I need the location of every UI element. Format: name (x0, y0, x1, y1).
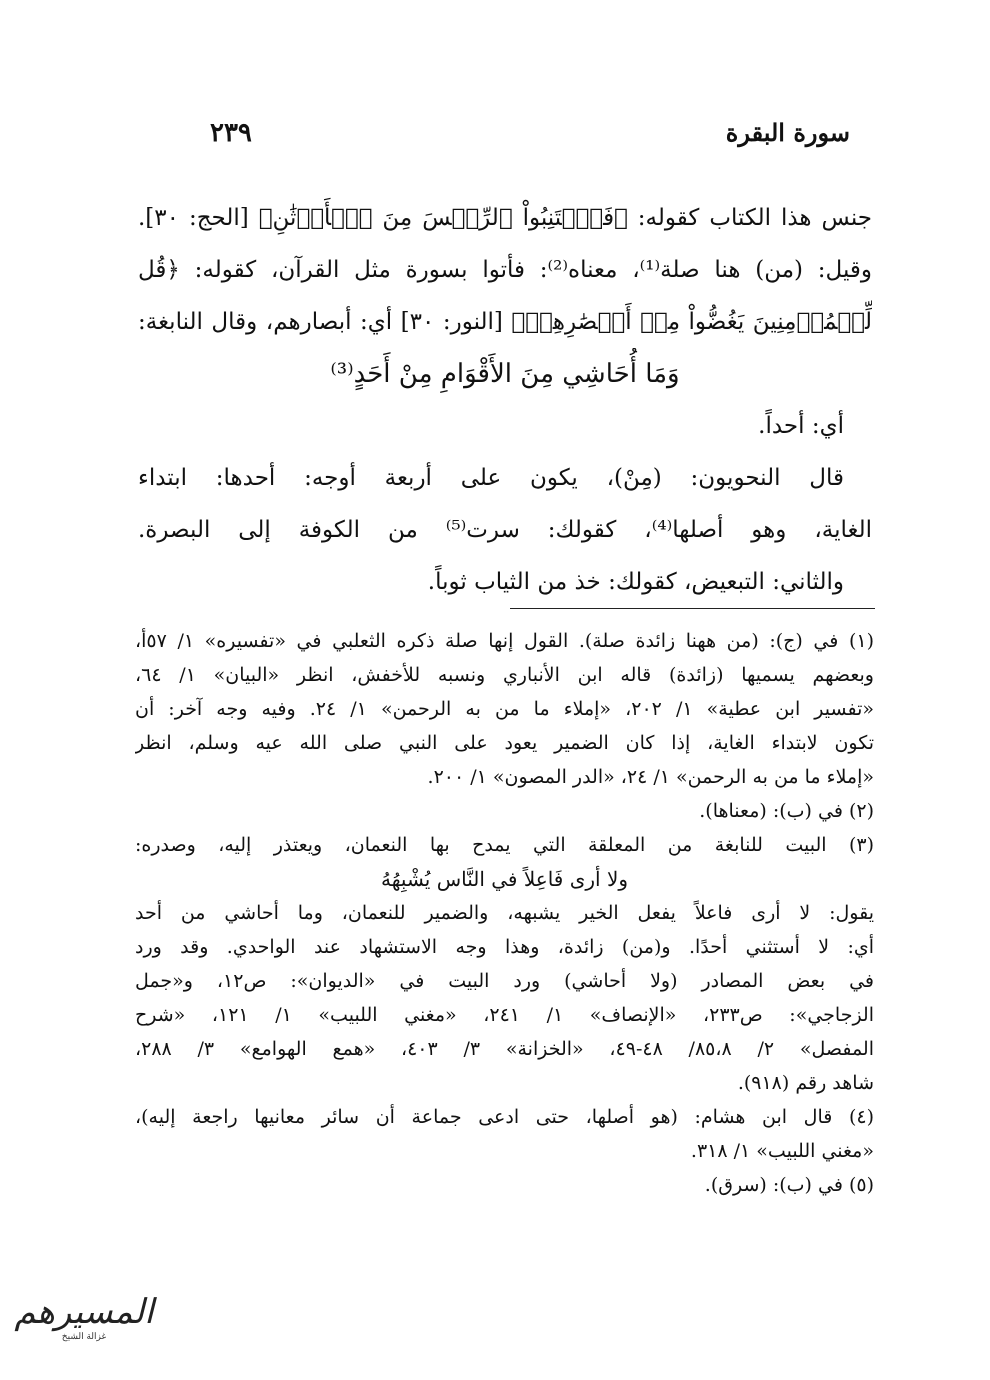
text-line: قال النحويون: (مِنْ)، يكون على أربعة أوجه: أحدها: ابتداء (138, 465, 844, 491)
footnote-line: (٣) البيت للنابغة من المعلقة التي يمدح بها النعمان، ويعتذر إليه، وصدره: (135, 834, 874, 856)
text-line: لِّلۡمُؤۡمِنِينَ يَغُضُّواْ مِنۡ أَبۡصَٰرِهِمۡ﴾ [النور: ٣٠] أي: أبصارهم، وقال النابغة: (138, 309, 872, 335)
footnote-line: أي: لا أستثني أحدًا. و(من) زائدة، وهذا وجه الاستشهاد عند الواحدي. وقد ورد (135, 936, 874, 958)
text-line: والثاني: التبعيض، كقولك: خذ من الثياب ثوباً. (427, 569, 844, 595)
logo-text: المسيرهم (14, 1292, 154, 1332)
logo-subtext: غزالة الشيخ (61, 1332, 107, 1342)
text-line: وقيل: (من) هنا صلة⁽¹⁾، معناه⁽²⁾: فأتوا بسورة مثل القرآن، كقوله: ﴿قُل (138, 257, 872, 283)
footnote-line: تكون لابتداء الغاية، إذا كان الضمير يعود على النبي صلى الله عيه وسلم، انظر (135, 732, 874, 754)
footnote-line: المفصل» ٢/ ٨٥،٨/ ٤٨-٤٩، «الخزانة» ٣/ ٤٠٣، «همع الهوامع» ٣/ ٢٨٨، (135, 1038, 874, 1060)
footnote-line: «مغني اللبيب» ١/ ٣١٨. (690, 1140, 874, 1162)
footnote-line: «إملاء ما من به الرحمن» ١/ ٢٤، «الدر المصون» ١/ ٢٠٠. (427, 766, 874, 788)
footnote-verse: ولا أرى فَاعِلاً في النَّاس يُشْبِهُهُ (380, 867, 629, 891)
footnote-line: «تفسير ابن عطية» ١/ ٢٠٢، «إملاء ما من به الرحمن» ١/ ٢٤. وفيه وجه آخر: أن (135, 698, 874, 720)
footnote-line: (٢) في (ب): (معناها). (699, 800, 874, 822)
surah-title: سورة البقرة (725, 118, 850, 147)
footnote-line: (١) في (ج): (من ههنا زائدة صلة). القول إنها صلة ذكره الثعلبي في «تفسيره» ١/ ٥٧أ، (135, 630, 874, 652)
footnote-line: (٤) قال ابن هشام: (هو أصلها، حتى ادعى جماعة أن سائر معانيها راجعة إليه)، (135, 1106, 874, 1128)
footnote-line: وبعضهم يسميها (زائدة) قاله ابن الأنباري ونسبه للأخفش، انظر «البيان» ١/ ٦٤، (135, 664, 874, 686)
footnote-separator (510, 608, 875, 609)
page-header (140, 118, 850, 158)
footnote-line: الزجاجي»: ص٢٣٣، «الإنصاف» ١/ ٢٤١، «مغني اللبيب» ١/ ١٢١، «شرح (135, 1004, 874, 1026)
text-line: أي: أحداً. (758, 413, 844, 439)
main-text (138, 192, 872, 608)
footnote-line: في بعض المصادر (ولا أحاشي) ورد البيت في «الديوان»: ص١٢، و«جمل (135, 970, 874, 992)
text-line: الغاية، وهو أصلها⁽⁴⁾، كقولك: سرت⁽⁵⁾ من الكوفة إلى البصرة. (138, 517, 872, 543)
watermark-logo (14, 1292, 154, 1352)
text-line: جنس هذا الكتاب كقوله: ﴿فَٱجۡتَنِبُواْ ٱلرِّجۡسَ مِنَ ٱلۡأَوۡثَٰنِ﴾ [الحج: ٣٠]. (138, 205, 872, 231)
footnote-line: شاهد رقم (٩١٨). (737, 1072, 874, 1094)
poetry-verse: وَمَا أُحَاشِي مِنَ الأَقْوَامِ مِنْ أَحَدٍ⁽³⁾ (330, 359, 680, 389)
footnote-line: يقول: لا أرى فاعلاً يفعل الخير يشبهه، والضمير للنعمان، وما أحاشي من أحد (135, 902, 874, 924)
footnotes (135, 624, 874, 1202)
page-number: ٢٣٩ (210, 118, 252, 148)
footnote-line: (٥) في (ب): (سرق). (704, 1174, 874, 1196)
